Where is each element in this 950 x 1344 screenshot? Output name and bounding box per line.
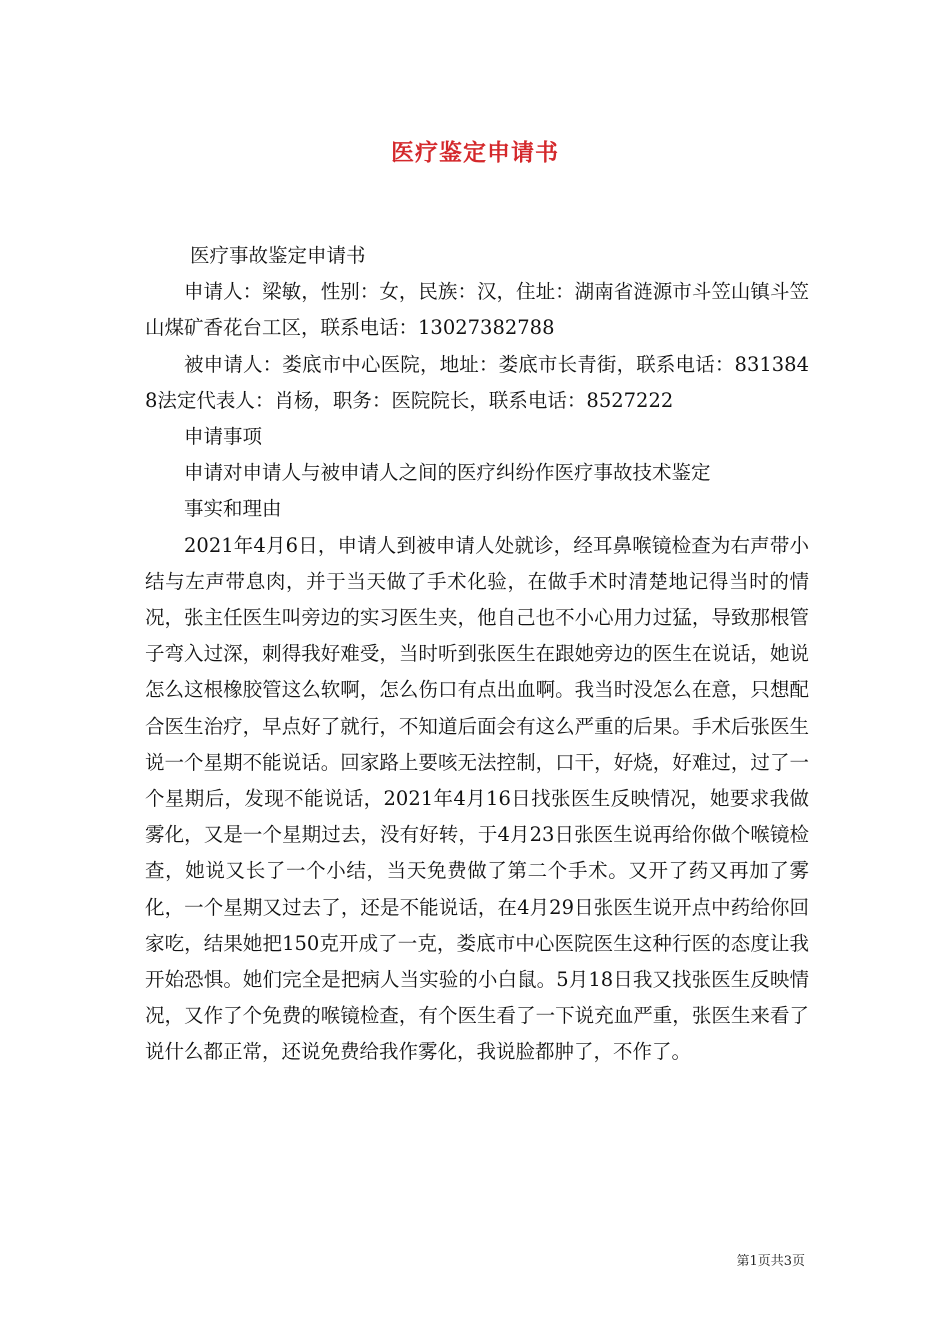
document-body [145,238,809,1071]
paragraph-applicant: 申请人：梁敏，性别：女，民族：汉，住址：湖南省涟源市斗笠山镇斗笠山煤矿香花台工区，联系电话：13027382788 [145,280,809,340]
paragraph-facts: 2021年4月6日，申请人到被申请人处就诊，经耳鼻喉镜检查为右声带小结与左声带息肉，并于当天做了手术化验，在做手术时清楚地记得当时的情况，张主任医生叫旁边的实习医生夹，他自己也不小心用力过猛，导致那根管子弯入过深，刺得我好难受，当时听到张医生在跟她旁边的医生在说话，她说怎么这根橡胶管这么软啊，怎么伤口有点出血啊。我当时没怎么在意，只想配合医生治疗，早点好了就行，不知道后面会有这么严重的后果。手术后张医生说一个星期不能说话。回家路上要咳无法控制，口干，好烧，好难过，过了一个星期后，发现不能说话，2021年4月16日找张医生反映情况，她要求我做雾化，又是一个星期过去，没有好转，于4月23日张医生说再给你做个喉镜检查，她说又长了一个小结，当天免费做了第二个手术。又开了药又再加了雾化，一个星期又过去了，还是不能说话，在4月29日张医生说开点中药给你回家吃，结果她把150克开成了一克，娄底市中心医院医生这种行医的态度让我开始恐惧。她们完全是把病人当实验的小白鼠。5月18日我又找张医生反映情况，又作了个免费的喉镜检查，有个医生看了一下说充血严重，张医生来看了说什么都正常，还说免费给我作雾化，我说脸都肿了，不作了。 [145,533,809,1064]
paragraph-request: 申请对申请人与被申请人之间的医疗纠纷作医疗事故技术鉴定 [184,461,711,485]
paragraph-facts-heading: 事实和理由 [184,497,282,521]
page-number: 第1页共3页 [736,1254,805,1269]
paragraph-respondent: 被申请人：娄底市中心医院，地址：娄底市长青街，联系电话：8313848法定代表人：肖杨，职务：医院院长，联系电话：8527222 [145,352,809,412]
paragraph-heading: 医疗事故鉴定申请书 [190,244,366,267]
document-title: 医疗鉴定申请书 [391,139,559,166]
paragraph-request-heading: 申请事项 [184,425,263,449]
